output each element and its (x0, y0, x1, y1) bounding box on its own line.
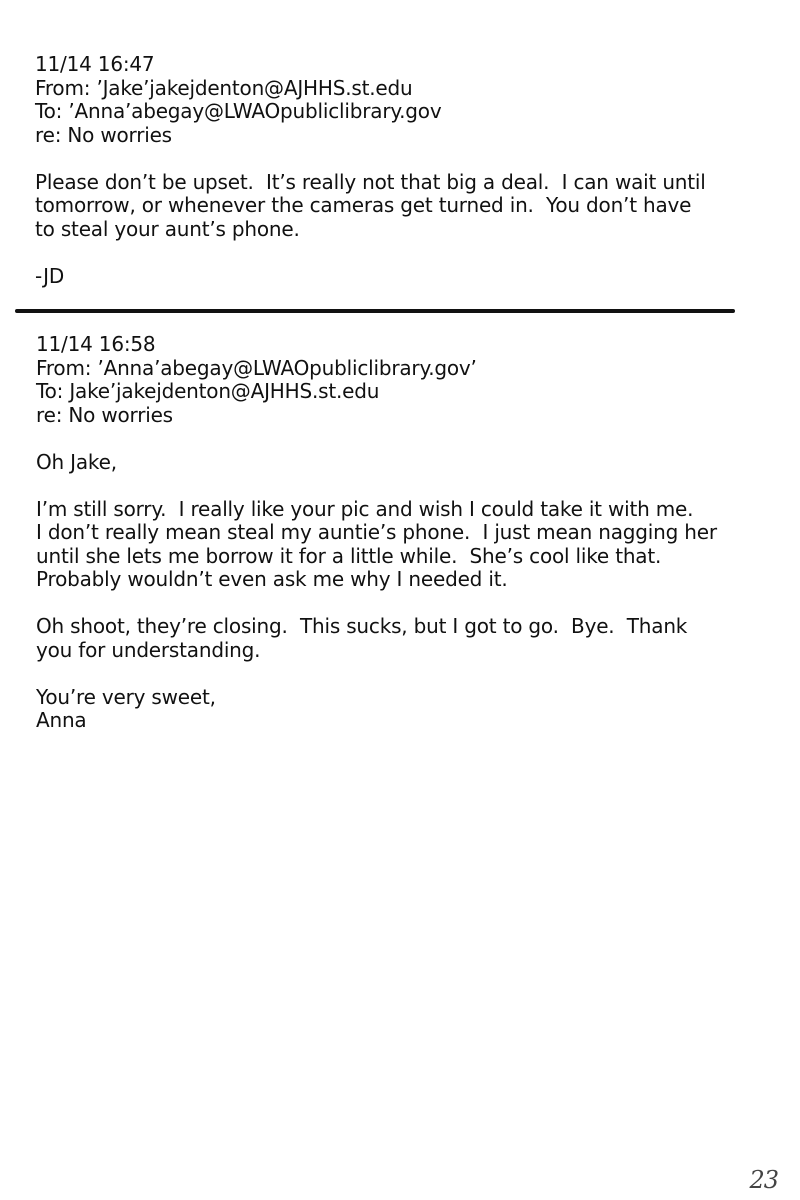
email-signature: -JD (35, 263, 65, 288)
email-body-line: to steal your aunt’s phone. (35, 216, 300, 241)
email-body-line: I’m still sorry. I really like your pic and wish I could take it with me. (36, 496, 694, 521)
email-body-line: I don’t really mean steal my auntie’s phone. I just mean nagging her (36, 520, 717, 544)
email-timestamp: 11/14 16:47 (35, 52, 155, 76)
email-body-line: you for understanding. (36, 637, 261, 662)
email-to: To: Jake’jakejdenton@AJHHS.st.edu (36, 379, 380, 403)
email-message-1 (35, 53, 735, 288)
email-divider (15, 309, 735, 313)
email-signature: Anna (36, 708, 87, 732)
email-signoff: You’re very sweet, (36, 684, 216, 709)
email-greeting: Oh Jake, (36, 449, 117, 474)
email-body-line: Probably wouldn’t even ask me why I needed it. (36, 567, 508, 591)
email-body-line: until she lets me borrow it for a little while. She’s cool like that. (36, 543, 662, 568)
email-from: From: ’Anna’abegay@LWAOpubliclibrary.gov’ (36, 355, 477, 380)
email-body-line: tomorrow, or whenever the cameras get turned in. You don’t have (35, 193, 692, 217)
email-subject: re: No worries (35, 122, 172, 147)
page-number: 23 (749, 1166, 778, 1194)
email-body-line: Oh shoot, they’re closing. This sucks, but I got to go. Bye. Thank (36, 614, 688, 638)
email-message-2 (36, 333, 736, 733)
email-to: To: ’Anna’abegay@LWAOpubliclibrary.gov (35, 99, 442, 123)
email-from: From: ’Jake’jakejdenton@AJHHS.st.edu (35, 75, 413, 100)
email-timestamp: 11/14 16:58 (36, 332, 156, 356)
email-subject: re: No worries (36, 402, 173, 427)
email-body-line: Please don’t be upset. It’s really not that big a deal. I can wait until (35, 169, 706, 194)
